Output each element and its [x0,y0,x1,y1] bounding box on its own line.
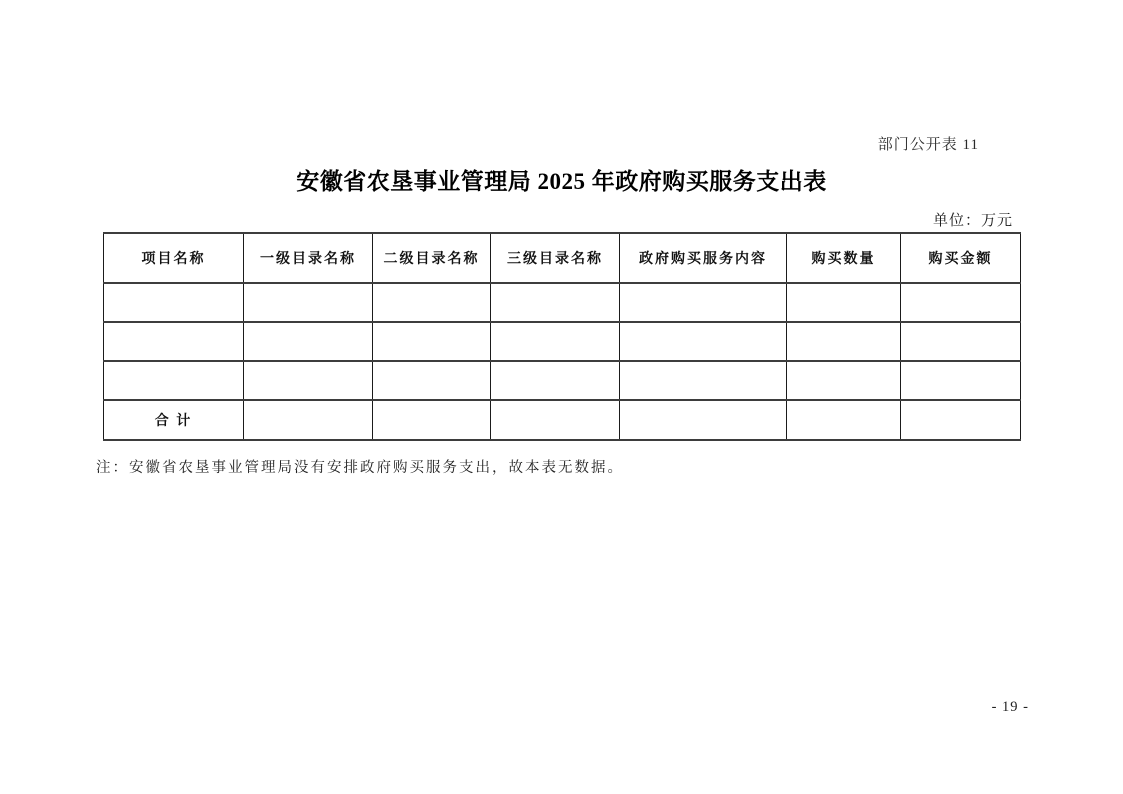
table-row [104,322,1021,361]
table-cell [491,400,620,440]
column-header: 购买金额 [901,233,1021,283]
table-cell [104,283,244,322]
header-row [104,233,1021,283]
page-title: 安徽省农垦事业管理局 2025 年政府购买服务支出表 [296,169,827,194]
table-cell [620,322,787,361]
table-cell [901,283,1021,322]
table-cell [787,361,901,400]
column-header: 项目名称 [104,233,244,283]
table-cell [491,283,620,322]
expenditure-table [103,232,1021,441]
table-cell [620,283,787,322]
column-header: 二级目录名称 [373,233,491,283]
table-cell [901,400,1021,440]
table-index-label: 部门公开表 11 [877,137,979,153]
table-cell [244,283,373,322]
table-cell [104,361,244,400]
total-label-cell: 合 计 [104,400,244,440]
column-header: 购买数量 [787,233,901,283]
page-number: - 19 - [991,699,1029,715]
table-cell [901,322,1021,361]
table-cell [244,400,373,440]
table-cell [491,322,620,361]
total-row [104,400,1021,440]
table-cell [244,361,373,400]
table-cell [620,361,787,400]
table-cell [244,322,373,361]
table-row [104,283,1021,322]
table-cell [901,361,1021,400]
column-header: 政府购买服务内容 [620,233,787,283]
table-cell [373,400,491,440]
table-cell [787,283,901,322]
table-cell [373,322,491,361]
table-cell [491,361,620,400]
table-cell [104,322,244,361]
column-header: 一级目录名称 [244,233,373,283]
table-cell [787,400,901,440]
table-cell [620,400,787,440]
column-header: 三级目录名称 [491,233,620,283]
unit-label: 单位：万元 [932,213,1013,229]
table-cell [787,322,901,361]
table-row [104,361,1021,400]
footnote: 注：安徽省农垦事业管理局没有安排政府购买服务支出，故本表无数据。 [96,460,624,476]
table-cell [373,283,491,322]
table-cell [373,361,491,400]
